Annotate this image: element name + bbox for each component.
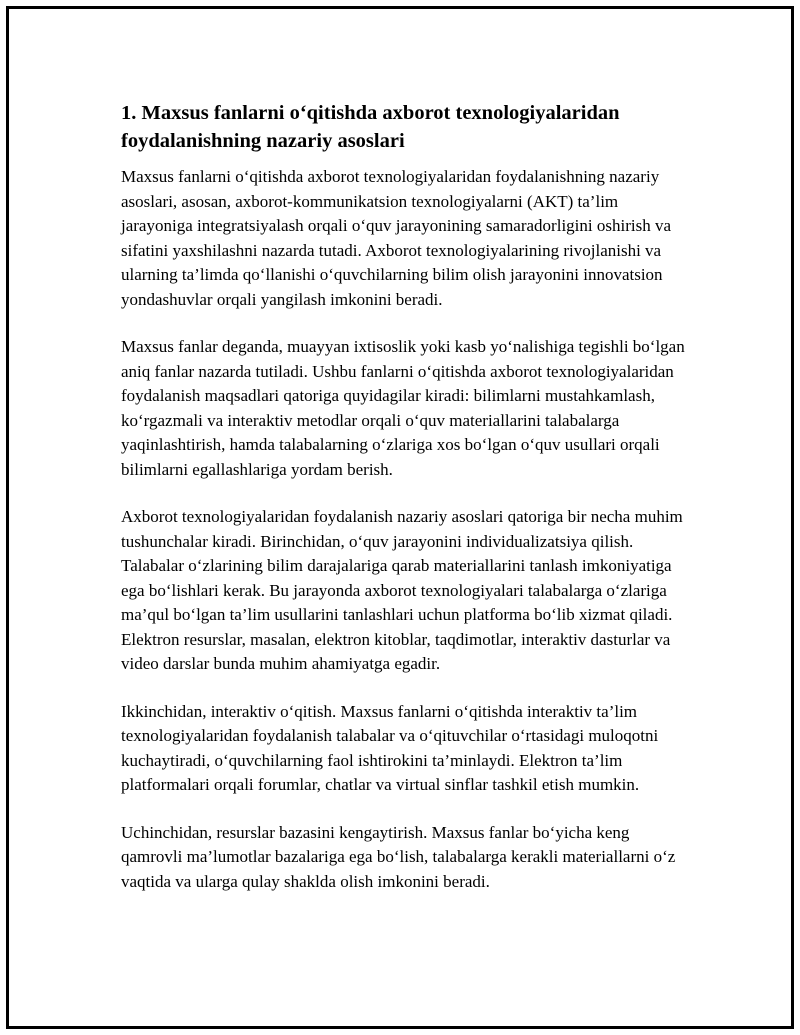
- section-heading: 1. Maxsus fanlarni o‘qitishda axborot texnologiyalaridan foydalanishning nazariy asoslari: [121, 102, 620, 152]
- paragraph-1: Maxsus fanlarni o‘qitishda axborot texnologiyalaridan foydalanishning nazariy asoslari, asosan, axborot-kommunikatsion texnologiyalarni (AKT) ta’lim jarayoniga integratsiyalash orqali o‘quv jarayonining samaradorligini oshirish va sifatini yaxshilashni nazarda tutadi. Axborot texnologiyalarining rivojlanishi va ularning ta’limda qo‘llanishi o‘quvchilarning bilim olish jarayonini innovatsion yondashuvlar orqali yangilash imkonini beradi.: [121, 167, 671, 309]
- document-body: [121, 99, 691, 917]
- paragraph-5: Uchinchidan, resurslar bazasini kengaytirish. Maxsus fanlar bo‘yicha keng qamrovli ma’lumotlar bazalariga ega bo‘lish, talabalarga kerakli materiallarni o‘z vaqtida va ularga qulay shaklda olish imkonini beradi.: [121, 822, 676, 891]
- paragraph-2: Maxsus fanlar deganda, muayyan ixtisoslik yoki kasb yo‘nalishiga tegishli bo‘lgan aniq fanlar nazarda tutiladi. Ushbu fanlarni o‘qitishda axborot texnologiyalaridan foydalanish maqsadlari qatoriga quyidagilar kiradi: bilimlarni mustahkamlash, ko‘rgazmali va interaktiv metodlar orqali o‘quv materiallarini talabalarga yaqinlashtirish, hamda talabalarning o‘zlariga xos bo‘lgan o‘quv usullari orqali bilimlarni egallashlariga yordam berish.: [121, 337, 685, 479]
- paragraph-3: Axborot texnologiyalaridan foydalanish nazariy asoslari qatoriga bir necha muhim tushunchalar kiradi. Birinchidan, o‘quv jarayonini individualizatsiya qilish. Talabalar o‘zlarining bilim darajalariga qarab materiallarini tanlash imkoniyatiga ega bo‘lishlari kerak. Bu jarayonda axborot texnologiyalari talabalarga o‘zlariga ma’qul bo‘lgan ta’lim usullarini tanlashlari uchun platforma bo‘lib xizmat qiladi. Elektron resurslar, masalan, elektron kitoblar, taqdimotlar, interaktiv dasturlar va video darslar bunda muhim ahamiyatga egadir.: [121, 507, 683, 673]
- page-frame: [6, 6, 794, 1029]
- paragraph-4: Ikkinchidan, interaktiv o‘qitish. Maxsus fanlarni o‘qitishda interaktiv ta’lim texnologiyalaridan foydalanish talabalar va o‘qituvchilar o‘rtasidagi muloqotni kuchaytiradi, o‘quvchilarning faol ishtirokini ta’minlaydi. Elektron ta’lim platformalari orqali forumlar, chatlar va virtual sinflar tashkil etish mumkin.: [121, 701, 659, 794]
